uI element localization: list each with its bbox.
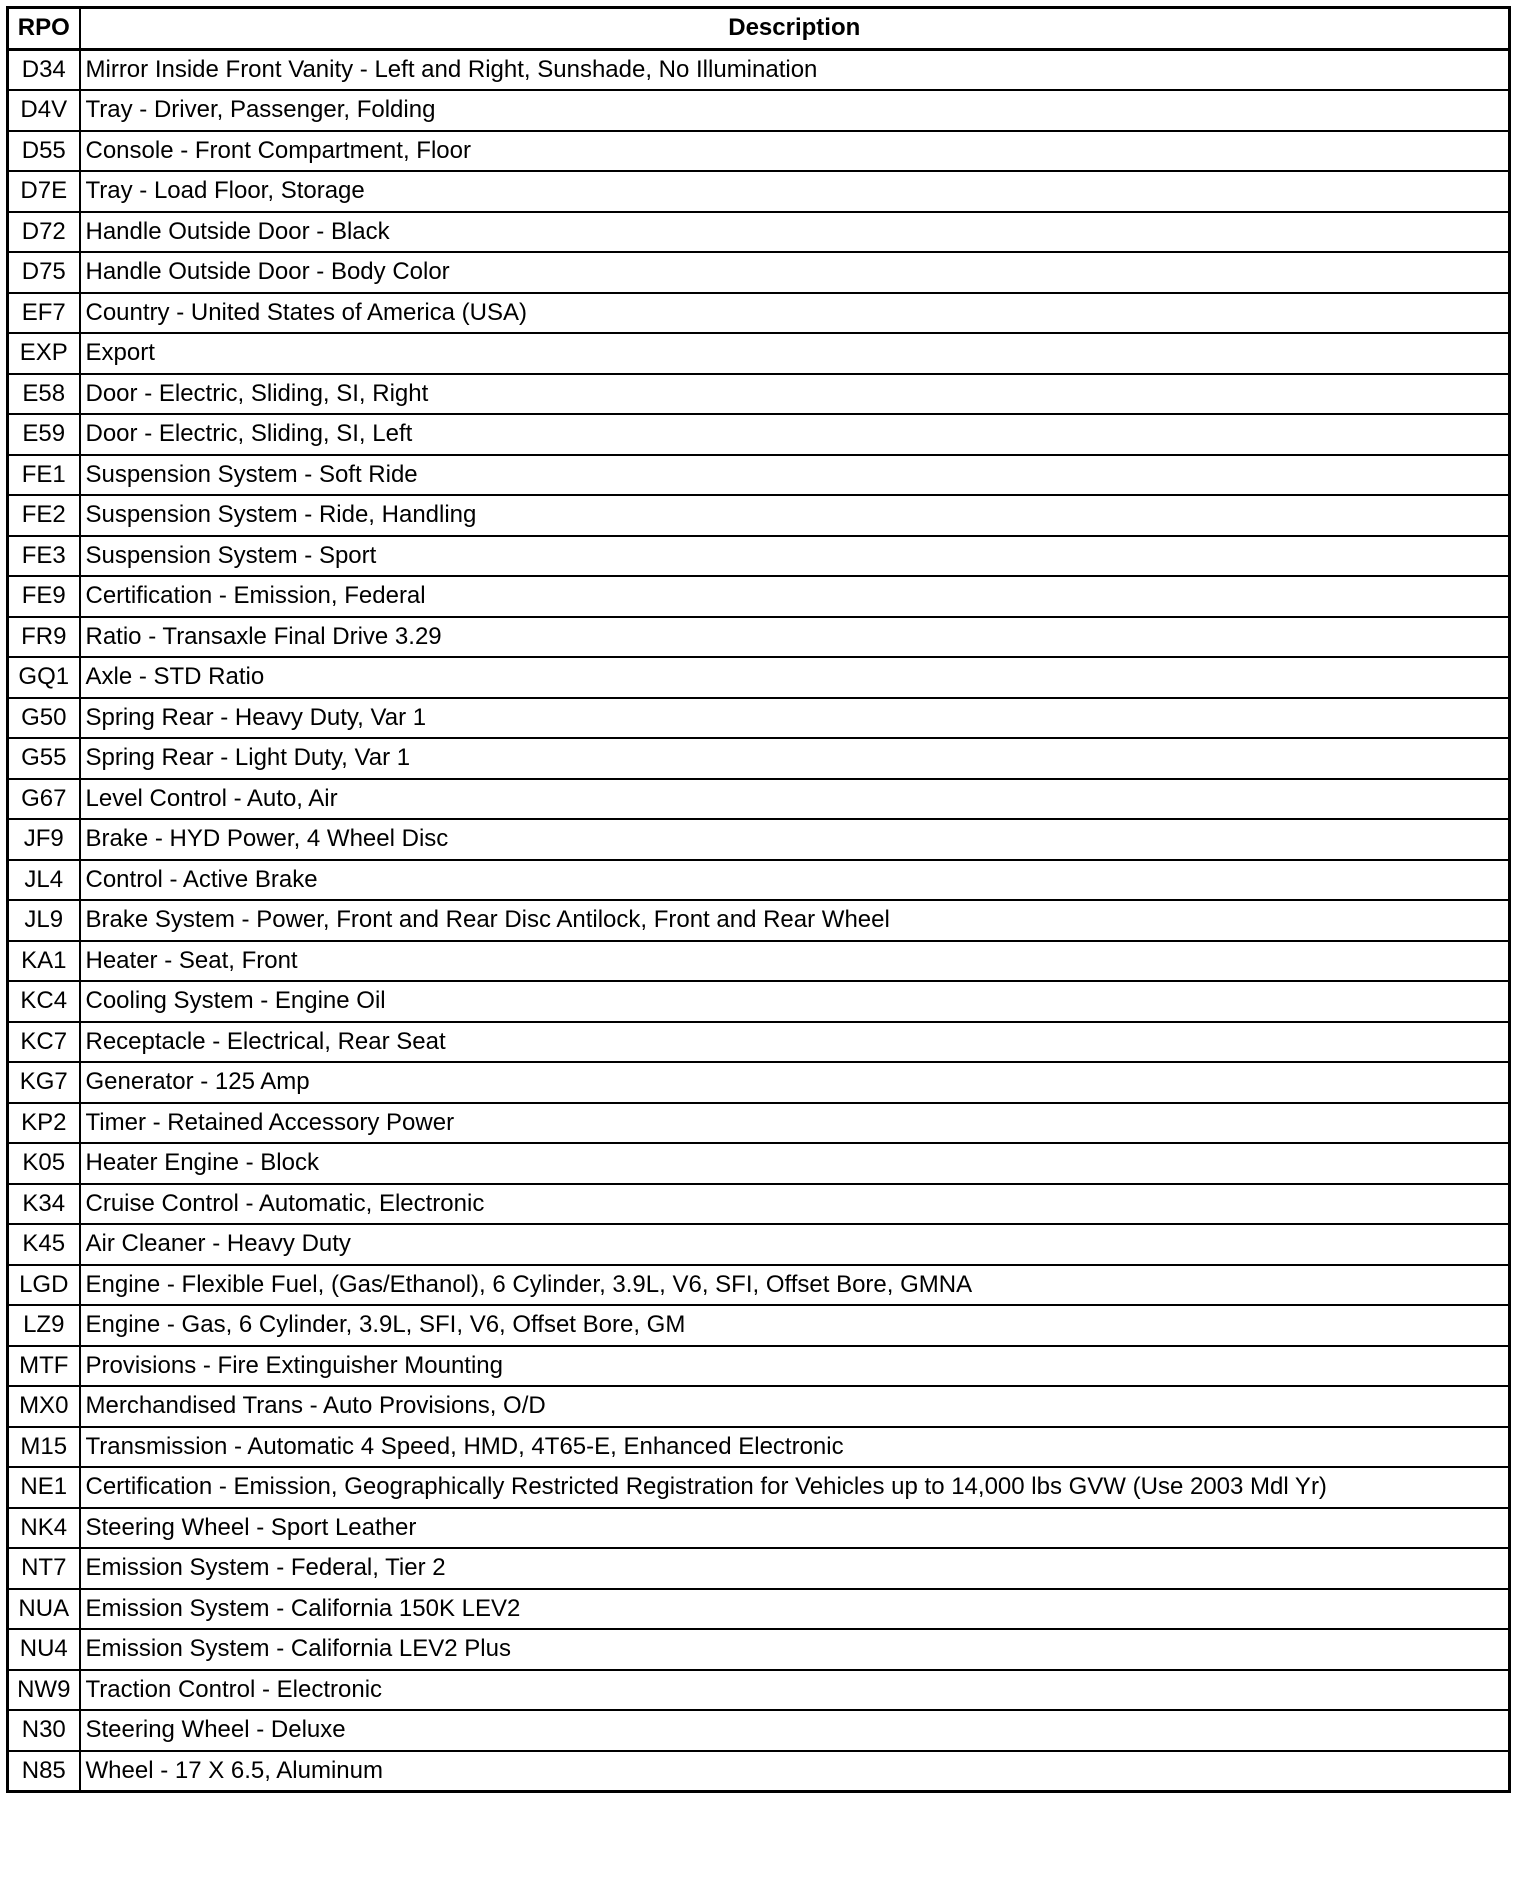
rpo-code-cell: E58 — [8, 374, 80, 415]
table-row — [8, 1103, 1510, 1144]
description-cell: Wheel - 17 X 6.5, Aluminum — [80, 1751, 1510, 1792]
description-cell: Control - Active Brake — [80, 860, 1510, 901]
description-cell: Axle - STD Ratio — [80, 657, 1510, 698]
table-body — [8, 49, 1510, 1792]
table-row — [8, 90, 1510, 131]
description-cell: Transmission - Automatic 4 Speed, HMD, 4T65-E, Enhanced Electronic — [80, 1427, 1510, 1468]
table-row — [8, 657, 1510, 698]
rpo-code-cell: KG7 — [8, 1062, 80, 1103]
rpo-code-cell: KP2 — [8, 1103, 80, 1144]
description-cell: Spring Rear - Light Duty, Var 1 — [80, 738, 1510, 779]
rpo-code-cell: FE1 — [8, 455, 80, 496]
table-row — [8, 1224, 1510, 1265]
rpo-code-cell: D72 — [8, 212, 80, 253]
rpo-code-cell: G50 — [8, 698, 80, 739]
description-cell: Provisions - Fire Extinguisher Mounting — [80, 1346, 1510, 1387]
rpo-table — [6, 6, 1511, 1793]
table-row — [8, 131, 1510, 172]
rpo-code-cell: KC4 — [8, 981, 80, 1022]
description-cell: Handle Outside Door - Black — [80, 212, 1510, 253]
description-cell: Certification - Emission, Geographically Restricted Registration for Vehicles up to 14,000 lbs GVW (Use 2003 Mdl Yr) — [80, 1467, 1510, 1508]
rpo-code-cell: D4V — [8, 90, 80, 131]
rpo-code-cell: K05 — [8, 1143, 80, 1184]
rpo-code-cell: FE9 — [8, 576, 80, 617]
rpo-code-cell: K34 — [8, 1184, 80, 1225]
rpo-code-cell: MX0 — [8, 1386, 80, 1427]
table-row — [8, 212, 1510, 253]
table-row — [8, 374, 1510, 415]
description-cell: Engine - Flexible Fuel, (Gas/Ethanol), 6 Cylinder, 3.9L, V6, SFI, Offset Bore, GMNA — [80, 1265, 1510, 1306]
table-row — [8, 1265, 1510, 1306]
rpo-code-cell: LZ9 — [8, 1305, 80, 1346]
description-cell: Engine - Gas, 6 Cylinder, 3.9L, SFI, V6, Offset Bore, GM — [80, 1305, 1510, 1346]
rpo-code-cell: NW9 — [8, 1670, 80, 1711]
description-cell: Cooling System - Engine Oil — [80, 981, 1510, 1022]
rpo-code-cell: JL4 — [8, 860, 80, 901]
table-row — [8, 455, 1510, 496]
table-row — [8, 293, 1510, 334]
description-cell: Handle Outside Door - Body Color — [80, 252, 1510, 293]
rpo-code-cell: NU4 — [8, 1629, 80, 1670]
rpo-code-cell: D75 — [8, 252, 80, 293]
table-row — [8, 333, 1510, 374]
description-cell: Suspension System - Ride, Handling — [80, 495, 1510, 536]
table-row — [8, 1386, 1510, 1427]
description-cell: Export — [80, 333, 1510, 374]
description-cell: Console - Front Compartment, Floor — [80, 131, 1510, 172]
description-cell: Tray - Driver, Passenger, Folding — [80, 90, 1510, 131]
table-row — [8, 1751, 1510, 1792]
description-cell: Certification - Emission, Federal — [80, 576, 1510, 617]
rpo-code-cell: K45 — [8, 1224, 80, 1265]
table-row — [8, 1508, 1510, 1549]
table-row — [8, 1629, 1510, 1670]
description-cell: Cruise Control - Automatic, Electronic — [80, 1184, 1510, 1225]
column-header-description: Description — [80, 8, 1510, 50]
rpo-code-cell: NE1 — [8, 1467, 80, 1508]
rpo-code-cell: LGD — [8, 1265, 80, 1306]
description-cell: Suspension System - Sport — [80, 536, 1510, 577]
rpo-code-cell: NUA — [8, 1589, 80, 1630]
description-cell: Emission System - Federal, Tier 2 — [80, 1548, 1510, 1589]
description-cell: Spring Rear - Heavy Duty, Var 1 — [80, 698, 1510, 739]
description-cell: Mirror Inside Front Vanity - Left and Right, Sunshade, No Illumination — [80, 49, 1510, 90]
table-header-row — [8, 8, 1510, 50]
table-row — [8, 860, 1510, 901]
table-row — [8, 779, 1510, 820]
table-row — [8, 576, 1510, 617]
rpo-code-cell: JF9 — [8, 819, 80, 860]
rpo-code-cell: GQ1 — [8, 657, 80, 698]
table-row — [8, 536, 1510, 577]
rpo-code-cell: EXP — [8, 333, 80, 374]
rpo-code-cell: G55 — [8, 738, 80, 779]
description-cell: Air Cleaner - Heavy Duty — [80, 1224, 1510, 1265]
table-row — [8, 252, 1510, 293]
rpo-code-cell: FR9 — [8, 617, 80, 658]
rpo-code-cell: KA1 — [8, 941, 80, 982]
description-cell: Traction Control - Electronic — [80, 1670, 1510, 1711]
description-cell: Steering Wheel - Deluxe — [80, 1710, 1510, 1751]
table-row — [8, 819, 1510, 860]
description-cell: Brake System - Power, Front and Rear Disc Antilock, Front and Rear Wheel — [80, 900, 1510, 941]
table-row — [8, 1670, 1510, 1711]
rpo-code-cell: NT7 — [8, 1548, 80, 1589]
rpo-code-cell: D7E — [8, 171, 80, 212]
rpo-code-cell: EF7 — [8, 293, 80, 334]
table-row — [8, 1467, 1510, 1508]
table-row — [8, 1143, 1510, 1184]
description-cell: Emission System - California 150K LEV2 — [80, 1589, 1510, 1630]
table-row — [8, 1710, 1510, 1751]
rpo-code-cell: JL9 — [8, 900, 80, 941]
table-row — [8, 1427, 1510, 1468]
description-cell: Level Control - Auto, Air — [80, 779, 1510, 820]
table-row — [8, 1548, 1510, 1589]
description-cell: Emission System - California LEV2 Plus — [80, 1629, 1510, 1670]
description-cell: Receptacle - Electrical, Rear Seat — [80, 1022, 1510, 1063]
table-row — [8, 941, 1510, 982]
table-row — [8, 1305, 1510, 1346]
rpo-code-cell: MTF — [8, 1346, 80, 1387]
table-row — [8, 698, 1510, 739]
table-row — [8, 414, 1510, 455]
description-cell: Suspension System - Soft Ride — [80, 455, 1510, 496]
rpo-code-cell: KC7 — [8, 1022, 80, 1063]
rpo-code-cell: G67 — [8, 779, 80, 820]
rpo-code-cell: FE3 — [8, 536, 80, 577]
rpo-code-cell: D34 — [8, 49, 80, 90]
description-cell: Door - Electric, Sliding, SI, Right — [80, 374, 1510, 415]
table-row — [8, 981, 1510, 1022]
table-row — [8, 617, 1510, 658]
table-row — [8, 495, 1510, 536]
rpo-code-cell: N85 — [8, 1751, 80, 1792]
rpo-code-cell: E59 — [8, 414, 80, 455]
table-row — [8, 1346, 1510, 1387]
rpo-code-cell: FE2 — [8, 495, 80, 536]
description-cell: Heater - Seat, Front — [80, 941, 1510, 982]
column-header-rpo: RPO — [8, 8, 80, 50]
table-row — [8, 1022, 1510, 1063]
description-cell: Steering Wheel - Sport Leather — [80, 1508, 1510, 1549]
rpo-code-cell: NK4 — [8, 1508, 80, 1549]
description-cell: Generator - 125 Amp — [80, 1062, 1510, 1103]
table-row — [8, 1589, 1510, 1630]
table-row — [8, 49, 1510, 90]
description-cell: Tray - Load Floor, Storage — [80, 171, 1510, 212]
rpo-code-cell: N30 — [8, 1710, 80, 1751]
rpo-code-cell: D55 — [8, 131, 80, 172]
table-row — [8, 1184, 1510, 1225]
description-cell: Merchandised Trans - Auto Provisions, O/D — [80, 1386, 1510, 1427]
description-cell: Ratio - Transaxle Final Drive 3.29 — [80, 617, 1510, 658]
description-cell: Heater Engine - Block — [80, 1143, 1510, 1184]
description-cell: Brake - HYD Power, 4 Wheel Disc — [80, 819, 1510, 860]
table-row — [8, 1062, 1510, 1103]
description-cell: Timer - Retained Accessory Power — [80, 1103, 1510, 1144]
rpo-code-cell: M15 — [8, 1427, 80, 1468]
table-row — [8, 738, 1510, 779]
description-cell: Country - United States of America (USA) — [80, 293, 1510, 334]
table-row — [8, 900, 1510, 941]
table-row — [8, 171, 1510, 212]
description-cell: Door - Electric, Sliding, SI, Left — [80, 414, 1510, 455]
